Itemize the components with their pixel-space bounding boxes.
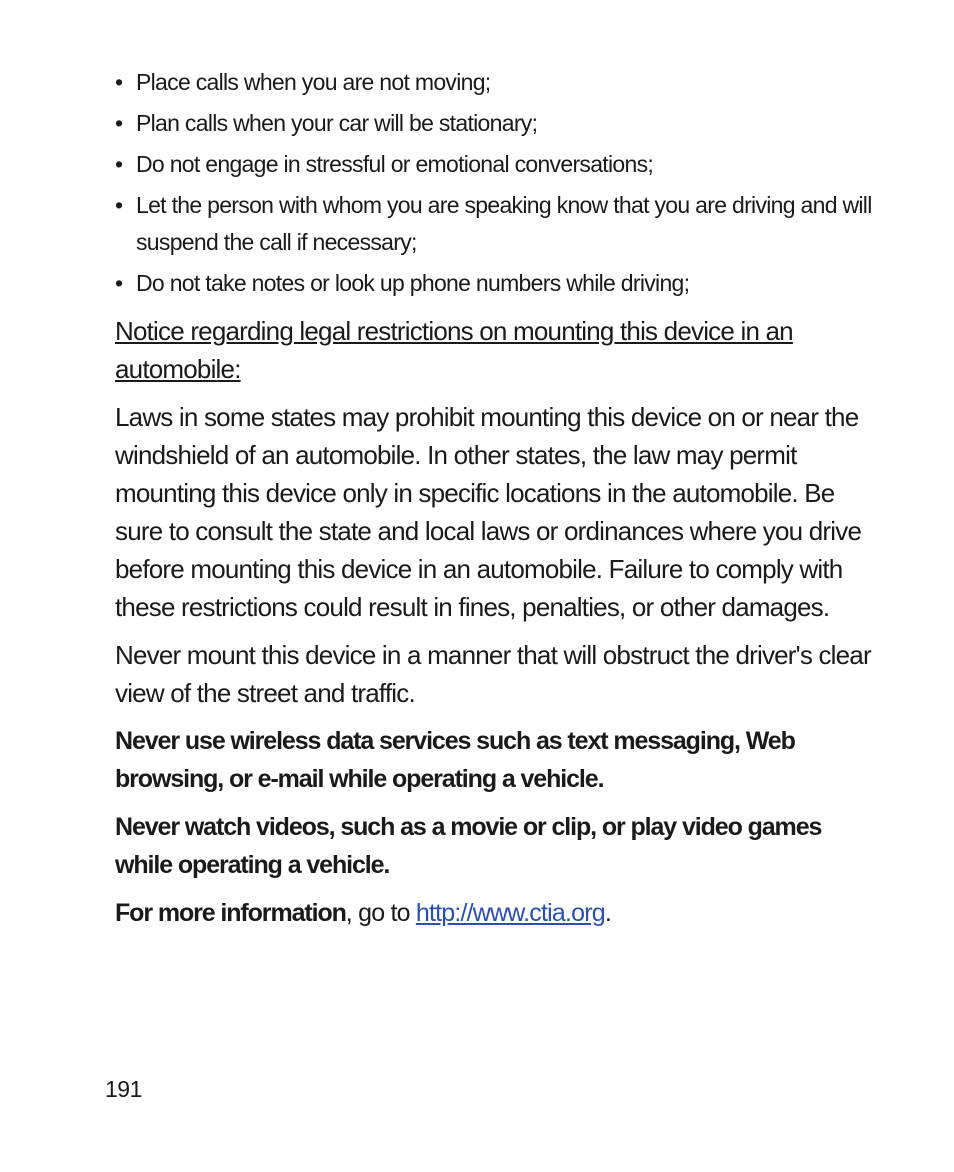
never-mount-paragraph: Never mount this device in a manner that will obstruct the driver's clear view of the street and traffic. (115, 640, 871, 708)
bullet-dot: • (115, 69, 123, 95)
bullet-dot: • (115, 110, 123, 136)
notice-heading: Notice regarding legal restrictions on mounting this device in an automobile: (115, 316, 793, 384)
no-wireless-data-warning: Never use wireless data services such as text messaging, Web browsing, or e-mail while operating a vehicle. (115, 727, 795, 793)
bullet-item-no-stressful (115, 146, 875, 183)
more-info-end: . (604, 899, 612, 927)
safety-bullet-list (115, 64, 875, 302)
bullet-text: Place calls when you are not moving; (136, 69, 491, 95)
page-number: 191 (105, 1076, 142, 1102)
bullet-text: Do not engage in stressful or emotional conversations; (136, 151, 654, 177)
bullet-text: Let the person with whom you are speaking know that you are driving and will suspend the call if necessary; (136, 192, 872, 255)
more-info-middle: , go to (345, 899, 416, 927)
more-info-label: For more information (115, 899, 346, 927)
bullet-text: Plan calls when your car will be stationary; (136, 110, 538, 136)
bullet-item-let-person-know (115, 187, 875, 261)
bullet-item-plan-calls (115, 105, 875, 142)
bullet-item-no-notes (115, 265, 875, 302)
page-content (115, 64, 875, 932)
bullet-text: Do not take notes or look up phone numbers while driving; (136, 270, 690, 296)
ctia-link[interactable]: http://www.ctia.org (415, 899, 605, 927)
bullet-dot: • (115, 192, 123, 218)
no-videos-warning: Never watch videos, such as a movie or clip, or play video games while operating a vehicle. (115, 813, 822, 879)
laws-paragraph: Laws in some states may prohibit mounting this device on or near the windshield of an automobile. In other states, the law may permit mounting this device only in specific locations in the automobile. Be sure to consult the state and local laws or ordinances where you drive before mounting this device in an automobile. Failure to comply with these restrictions could result in fines, penalties, or other damages. (115, 402, 862, 622)
bullet-dot: • (115, 270, 123, 296)
more-info-line (115, 894, 875, 932)
bullet-item-place-calls (115, 64, 875, 101)
bullet-dot: • (115, 151, 123, 177)
